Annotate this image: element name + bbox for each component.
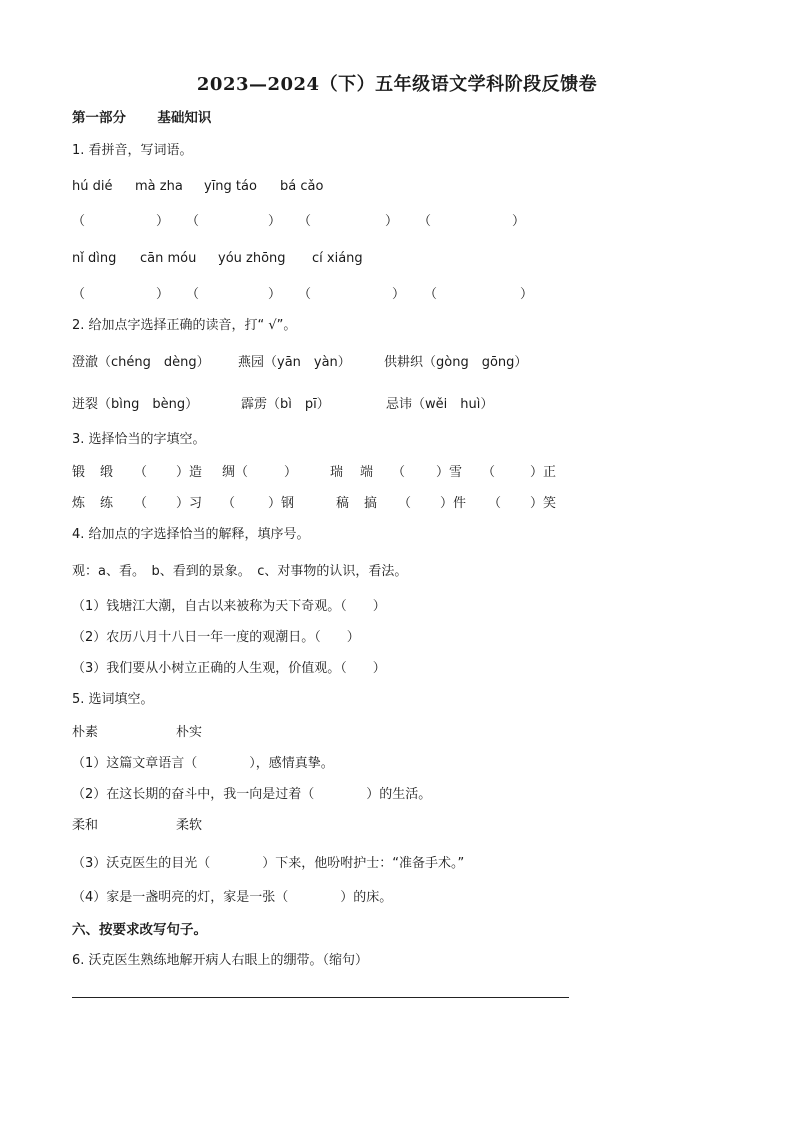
q3-blank: ）正 bbox=[530, 465, 557, 480]
q3-blank: （ bbox=[398, 496, 412, 511]
q3-char: 练 bbox=[100, 496, 114, 511]
q1-pinyin-2: mà zha bbox=[135, 179, 183, 194]
q4-item-1: （1）钱塘江大潮，自古以来被称为天下奇观。（ ） bbox=[72, 599, 386, 614]
bracket-open: （ bbox=[418, 214, 432, 229]
q3-blank: 绸（ bbox=[222, 465, 249, 480]
q4-item-2: （2）农历八月十八日一年一度的观潮日。（ ） bbox=[72, 630, 360, 645]
q3-blank: （ bbox=[222, 496, 236, 511]
q3-blank: ）造 bbox=[176, 465, 203, 480]
q2-item-1: 澄澈（chéng dèng） bbox=[72, 355, 210, 370]
bracket-open: （ bbox=[186, 287, 200, 302]
section-6-heading: 六、按要求改写句子。 bbox=[72, 922, 207, 938]
q2-item-3: 供耕织（gòng gōng） bbox=[384, 355, 528, 370]
q2-item-4: 迸裂（bìng bèng） bbox=[72, 397, 199, 412]
q1-pinyin-3: yīng táo bbox=[204, 179, 257, 194]
bracket-close: ） bbox=[156, 214, 170, 229]
q5-word-3: 柔和 bbox=[72, 818, 99, 833]
q3-blank: （ bbox=[134, 496, 148, 511]
q6-answer-line[interactable] bbox=[72, 997, 569, 998]
part1-label: 第一部分 bbox=[72, 110, 126, 126]
q5-item-1: （1）这篇文章语言（ ），感情真挚。 bbox=[72, 756, 334, 771]
q3-char: 瑞 bbox=[330, 465, 344, 480]
bracket-close: ） bbox=[156, 287, 170, 302]
bracket-close: ） bbox=[385, 214, 399, 229]
bracket-open: （ bbox=[186, 214, 200, 229]
q3-char: 炼 bbox=[72, 496, 86, 511]
bracket-close: ） bbox=[392, 287, 406, 302]
bracket-open: （ bbox=[424, 287, 438, 302]
part1-sublabel: 基础知识 bbox=[157, 110, 212, 126]
page-title: 2023—2024（下）五年级语文学科阶段反馈卷 bbox=[196, 74, 598, 95]
bracket-open: （ bbox=[72, 214, 86, 229]
q5-item-4: （4）家是一盏明亮的灯，家是一张（ ）的床。 bbox=[72, 890, 393, 905]
q3-blank: （ bbox=[134, 465, 148, 480]
q5-item-3: （3）沃克医生的目光（ ）下来，他吩咐护士：“准备手术。” bbox=[72, 856, 465, 871]
bracket-close: ） bbox=[268, 287, 282, 302]
q2-stem: 2. 给加点字选择正确的读音，打“ √”。 bbox=[72, 318, 297, 333]
q6-stem: 6. 沃克医生熟练地解开病人右眼上的绷带。（缩句） bbox=[72, 953, 369, 968]
bracket-close: ） bbox=[512, 214, 526, 229]
bracket-open: （ bbox=[298, 214, 312, 229]
bracket-close: ） bbox=[268, 214, 282, 229]
q3-blank: （ bbox=[488, 496, 502, 511]
q1-pinyin-6: cān móu bbox=[140, 251, 197, 266]
q3-char: 稿 bbox=[336, 496, 350, 511]
q3-blank: ）雪 bbox=[436, 465, 463, 480]
q3-char: 锻 bbox=[72, 465, 86, 480]
q4-options: 观：a、看。 b、看到的景象。 c、对事物的认识，看法。 bbox=[72, 564, 408, 579]
q1-pinyin-1: hú dié bbox=[72, 179, 113, 194]
q3-blank: ）习 bbox=[176, 496, 203, 511]
q1-pinyin-8: cí xiáng bbox=[312, 251, 363, 266]
q2-item-5: 霹雳（bì pī） bbox=[241, 397, 330, 412]
q3-blank: ）钢 bbox=[268, 496, 295, 511]
part1-heading bbox=[72, 110, 211, 126]
bracket-open: （ bbox=[72, 287, 86, 302]
q1-pinyin-5: nǐ dìng bbox=[72, 251, 117, 266]
q3-char: 缎 bbox=[100, 465, 114, 480]
q1-pinyin-4: bá cǎo bbox=[280, 179, 324, 194]
q5-stem: 5. 选词填空。 bbox=[72, 692, 154, 707]
q5-item-2: （2）在这长期的奋斗中，我一向是过着（ ）的生活。 bbox=[72, 787, 432, 802]
q3-blank: ）件 bbox=[440, 496, 467, 511]
q1-pinyin-7: yóu zhōng bbox=[218, 251, 286, 266]
q3-stem: 3. 选择恰当的字填空。 bbox=[72, 432, 206, 447]
q3-blank: （ bbox=[482, 465, 496, 480]
q3-blank: （ bbox=[392, 465, 406, 480]
q4-item-3: （3）我们要从小树立正确的人生观，价值观。（ ） bbox=[72, 661, 386, 676]
q4-stem: 4. 给加点的字选择恰当的解释，填序号。 bbox=[72, 527, 310, 542]
q2-item-2: 燕园（yān yàn） bbox=[238, 355, 351, 370]
bracket-close: ） bbox=[520, 287, 534, 302]
q3-blank: ） bbox=[284, 465, 298, 480]
q1-stem: 1. 看拼音，写词语。 bbox=[72, 143, 193, 158]
q3-char: 搞 bbox=[364, 496, 378, 511]
q3-blank: ）笑 bbox=[530, 496, 557, 511]
q5-word-2: 朴实 bbox=[176, 725, 203, 740]
q2-item-6: 忌讳（wěi huì） bbox=[386, 397, 494, 412]
bracket-open: （ bbox=[298, 287, 312, 302]
q5-word-1: 朴素 bbox=[72, 725, 99, 740]
q5-word-4: 柔软 bbox=[176, 818, 203, 833]
q3-char: 端 bbox=[360, 465, 374, 480]
